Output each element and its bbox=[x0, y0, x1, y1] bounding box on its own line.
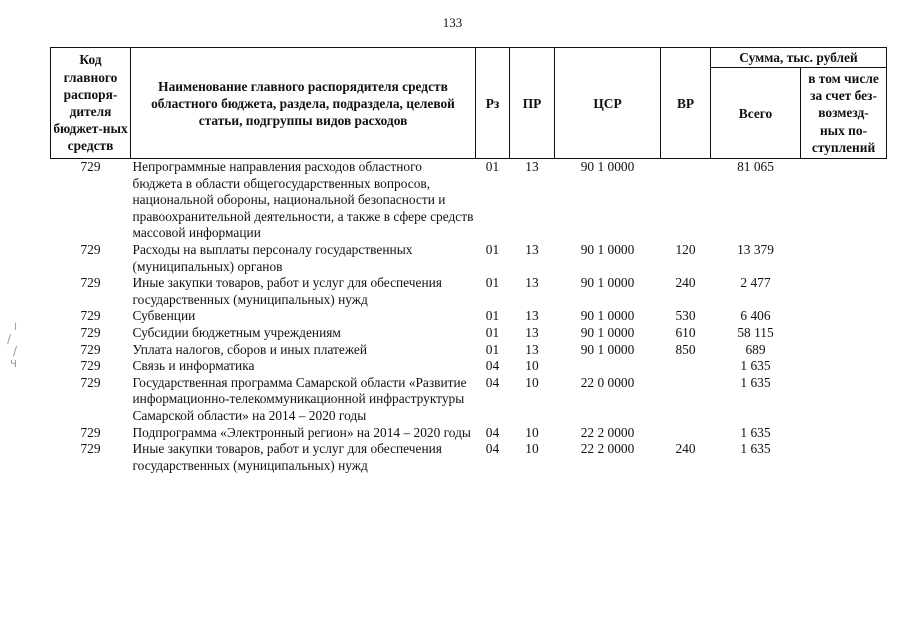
row-total: 1 635 bbox=[740, 424, 771, 440]
row-vr: 850 bbox=[675, 341, 696, 357]
row-including bbox=[801, 441, 887, 474]
table-row bbox=[51, 325, 887, 342]
row-rz: 04 bbox=[485, 358, 500, 374]
row-rz: 01 bbox=[485, 241, 500, 257]
row-name: Иные закупки товаров, работ и услуг для обеспечения государственных (муниципальных) нужд bbox=[132, 441, 442, 473]
table-row bbox=[51, 375, 887, 425]
row-total: 13 379 bbox=[737, 241, 774, 257]
row-name: Субсидии бюджетным учреждениям bbox=[132, 324, 341, 340]
row-total: 81 065 bbox=[737, 159, 774, 175]
row-csr: 90 1 0000 bbox=[580, 159, 635, 175]
row-total: 689 bbox=[745, 341, 766, 357]
row-code: 729 bbox=[80, 424, 101, 440]
row-rz: 01 bbox=[485, 341, 500, 357]
row-including bbox=[801, 275, 887, 308]
row-name: Государственная программа Самарской области «Развитие информационно-телекоммуникационной инфраструктуры Самарской области» на 2014 – 2020 годы bbox=[132, 374, 467, 423]
row-pr: 13 bbox=[525, 341, 539, 357]
header-rz: Рз bbox=[476, 48, 510, 159]
row-including bbox=[801, 159, 887, 242]
row-rz: 04 bbox=[485, 374, 500, 390]
row-code: 729 bbox=[80, 275, 101, 291]
table-row bbox=[51, 242, 887, 275]
row-code: 729 bbox=[80, 241, 101, 257]
row-csr: 22 2 0000 bbox=[580, 424, 635, 440]
row-vr: 120 bbox=[675, 241, 696, 257]
row-code: 729 bbox=[80, 324, 101, 340]
header-total: Всего bbox=[711, 68, 801, 159]
row-including bbox=[801, 342, 887, 359]
row-csr: 22 2 0000 bbox=[580, 441, 635, 457]
row-including bbox=[801, 308, 887, 325]
row-csr: 22 0 0000 bbox=[580, 374, 635, 390]
row-including bbox=[801, 375, 887, 425]
row-code: 729 bbox=[80, 374, 101, 390]
header-code: Код главного распоря-дителя бюджет-ных средств bbox=[51, 48, 131, 159]
row-name: Связь и информатика bbox=[132, 358, 255, 374]
table-row bbox=[51, 441, 887, 474]
budget-table bbox=[50, 47, 887, 474]
row-total: 58 115 bbox=[737, 324, 774, 340]
row-including bbox=[801, 425, 887, 442]
row-csr: 90 1 0000 bbox=[580, 341, 635, 357]
row-code: 729 bbox=[80, 308, 101, 324]
row-csr bbox=[555, 358, 661, 375]
row-name: Субвенции bbox=[132, 308, 196, 324]
table-row bbox=[51, 358, 887, 375]
row-pr: 13 bbox=[525, 308, 539, 324]
row-rz: 04 bbox=[485, 441, 500, 457]
row-code: 729 bbox=[80, 341, 101, 357]
row-pr: 13 bbox=[525, 159, 539, 175]
table-row bbox=[51, 159, 887, 242]
row-pr: 13 bbox=[525, 324, 539, 340]
row-vr bbox=[661, 425, 711, 442]
row-total: 6 406 bbox=[740, 308, 771, 324]
row-csr: 90 1 0000 bbox=[580, 241, 635, 257]
table-row bbox=[51, 308, 887, 325]
row-vr bbox=[661, 375, 711, 425]
row-name: Подпрограмма «Электронный регион» на 2014 – 2020 годы bbox=[132, 424, 471, 440]
row-name: Уплата налогов, сборов и иных платежей bbox=[132, 341, 368, 357]
row-including bbox=[801, 325, 887, 342]
row-total: 1 635 bbox=[740, 441, 771, 457]
row-total: 1 635 bbox=[740, 374, 771, 390]
row-rz: 01 bbox=[485, 308, 500, 324]
header-pr: ПР bbox=[510, 48, 555, 159]
row-pr: 13 bbox=[525, 275, 539, 291]
header-csr: ЦСР bbox=[555, 48, 661, 159]
row-vr: 610 bbox=[675, 324, 696, 340]
row-csr: 90 1 0000 bbox=[580, 275, 635, 291]
table-row bbox=[51, 425, 887, 442]
row-pr: 10 bbox=[525, 441, 539, 457]
header-vr: ВР bbox=[661, 48, 711, 159]
margin-pencil-mark: ╷ / / ч bbox=[7, 316, 20, 370]
row-code: 729 bbox=[80, 159, 101, 175]
row-pr: 10 bbox=[525, 424, 539, 440]
header-including: в том числе за счет без-возмезд-ных по-ступлений bbox=[801, 68, 887, 159]
row-name: Расходы на выплаты персоналу государственных (муниципальных) органов bbox=[132, 241, 413, 274]
row-vr: 240 bbox=[675, 441, 696, 457]
row-pr: 10 bbox=[525, 374, 539, 390]
row-total: 2 477 bbox=[740, 275, 771, 291]
row-code: 729 bbox=[80, 358, 101, 374]
header-sum: Сумма, тыс. рублей bbox=[711, 48, 887, 68]
row-pr: 13 bbox=[525, 241, 539, 257]
row-vr bbox=[661, 159, 711, 242]
table-header-row bbox=[51, 48, 887, 68]
row-csr: 90 1 0000 bbox=[580, 324, 635, 340]
row-name: Иные закупки товаров, работ и услуг для обеспечения государственных (муниципальных) нужд bbox=[132, 275, 442, 307]
row-rz: 01 bbox=[485, 159, 500, 175]
page-number: 133 bbox=[442, 15, 463, 30]
header-name: Наименование главного распорядителя средств областного бюджета, раздела, подраздела, целевой статьи, подгруппы видов расходов bbox=[131, 48, 476, 159]
row-vr bbox=[661, 358, 711, 375]
row-including bbox=[801, 358, 887, 375]
row-vr: 530 bbox=[675, 308, 696, 324]
row-rz: 01 bbox=[485, 275, 500, 291]
row-including bbox=[801, 242, 887, 275]
row-total: 1 635 bbox=[740, 358, 771, 374]
row-name: Непрограммные направления расходов областного бюджета в области общегосударственных вопросов, национальной обороны, национальной безопасности и правоохранительной деятельности, а также в сфере средств массовой информации bbox=[132, 159, 474, 241]
row-pr: 10 bbox=[525, 358, 539, 374]
table-row bbox=[51, 342, 887, 359]
table-row bbox=[51, 275, 887, 308]
row-code: 729 bbox=[80, 441, 101, 457]
row-csr: 90 1 0000 bbox=[580, 308, 635, 324]
row-rz: 01 bbox=[485, 324, 500, 340]
row-rz: 04 bbox=[485, 424, 500, 440]
row-vr: 240 bbox=[675, 275, 696, 291]
